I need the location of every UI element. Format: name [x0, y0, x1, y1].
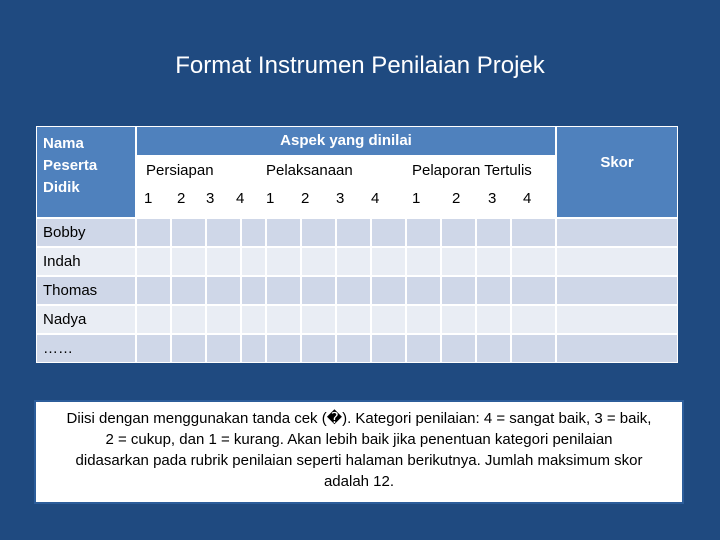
score-cell[interactable] — [556, 276, 678, 305]
score-cell[interactable] — [556, 247, 678, 276]
check-cell[interactable] — [266, 247, 301, 276]
check-cell[interactable] — [511, 334, 556, 363]
check-cell[interactable] — [241, 334, 266, 363]
check-cell[interactable] — [371, 247, 406, 276]
level-number: 4 — [236, 190, 245, 207]
aspect-label-pelaporan: Pelaporan Tertulis — [412, 162, 532, 179]
student-name: Nadya — [36, 305, 136, 334]
check-cell[interactable] — [171, 276, 206, 305]
score-cell[interactable] — [556, 334, 678, 363]
student-name: Indah — [36, 247, 136, 276]
score-cell[interactable] — [556, 305, 678, 334]
level-number: 2 — [177, 190, 186, 207]
check-cell[interactable] — [371, 276, 406, 305]
student-name: Thomas — [36, 276, 136, 305]
check-cell[interactable] — [476, 334, 511, 363]
level-number: 1 — [412, 190, 421, 207]
check-cell[interactable] — [171, 247, 206, 276]
level-number: 3 — [206, 190, 215, 207]
slide-title: Format Instrumen Penilaian Projek — [175, 52, 545, 79]
check-cell[interactable] — [301, 305, 336, 334]
check-cell[interactable] — [441, 276, 476, 305]
level-number: 4 — [371, 190, 380, 207]
check-cell[interactable] — [406, 305, 441, 334]
check-cell[interactable] — [336, 218, 371, 247]
check-cell[interactable] — [206, 276, 241, 305]
check-cell[interactable] — [241, 305, 266, 334]
level-number: 2 — [452, 190, 461, 207]
aspect-header: Aspek yang dinilai — [136, 126, 556, 156]
check-cell[interactable] — [476, 247, 511, 276]
aspect-label-pelaksanaan: Pelaksanaan — [266, 162, 353, 179]
check-cell[interactable] — [511, 218, 556, 247]
check-cell[interactable] — [441, 218, 476, 247]
check-cell[interactable] — [266, 218, 301, 247]
level-number: 4 — [523, 190, 532, 207]
check-cell[interactable] — [441, 305, 476, 334]
check-cell[interactable] — [511, 276, 556, 305]
check-cell[interactable] — [301, 218, 336, 247]
level-number: 3 — [336, 190, 345, 207]
note-line: 2 = cukup, dan 1 = kurang. Akan lebih baik jika penentuan kategori penilaian — [105, 431, 613, 448]
check-cell[interactable] — [266, 305, 301, 334]
check-cell[interactable] — [301, 247, 336, 276]
check-cell[interactable] — [266, 334, 301, 363]
level-number: 1 — [266, 190, 275, 207]
level-number: 3 — [488, 190, 497, 207]
check-cell[interactable] — [371, 334, 406, 363]
name-column-header: Nama Peserta Didik — [36, 126, 136, 218]
check-cell[interactable] — [336, 247, 371, 276]
check-cell[interactable] — [476, 218, 511, 247]
check-cell[interactable] — [241, 247, 266, 276]
aspect-label-persiapan: Persiapan — [146, 162, 214, 179]
check-cell[interactable] — [206, 305, 241, 334]
level-number: 2 — [301, 190, 310, 207]
check-cell[interactable] — [406, 247, 441, 276]
check-cell[interactable] — [136, 247, 171, 276]
check-cell[interactable] — [136, 218, 171, 247]
check-cell[interactable] — [406, 334, 441, 363]
check-cell[interactable] — [336, 305, 371, 334]
check-cell[interactable] — [171, 218, 206, 247]
check-cell[interactable] — [476, 305, 511, 334]
note-line: adalah 12. — [323, 473, 395, 490]
check-cell[interactable] — [406, 218, 441, 247]
check-cell[interactable] — [371, 218, 406, 247]
check-cell[interactable] — [301, 276, 336, 305]
check-cell[interactable] — [336, 334, 371, 363]
check-cell[interactable] — [371, 305, 406, 334]
check-cell[interactable] — [206, 334, 241, 363]
score-column-header: Skor — [556, 126, 678, 218]
note-line: Diisi dengan menggunakan tanda cek (�). Kategori penilaian: 4 = sangat baik, 3 = baik, — [66, 410, 652, 427]
check-cell[interactable] — [136, 334, 171, 363]
check-cell[interactable] — [241, 276, 266, 305]
check-cell[interactable] — [136, 276, 171, 305]
level-number: 1 — [144, 190, 153, 207]
note-line: didasarkan pada rubrik penilaian seperti halaman berikutnya. Jumlah maksimum skor — [75, 452, 643, 469]
check-cell[interactable] — [511, 247, 556, 276]
check-cell[interactable] — [241, 218, 266, 247]
check-cell[interactable] — [511, 305, 556, 334]
check-cell[interactable] — [441, 334, 476, 363]
check-cell[interactable] — [206, 218, 241, 247]
check-cell[interactable] — [136, 305, 171, 334]
check-cell[interactable] — [441, 247, 476, 276]
check-cell[interactable] — [406, 276, 441, 305]
check-cell[interactable] — [301, 334, 336, 363]
instruction-note — [34, 400, 684, 504]
student-name: Bobby — [36, 218, 136, 247]
student-name: …… — [36, 334, 136, 363]
check-cell[interactable] — [171, 305, 206, 334]
score-cell[interactable] — [556, 218, 678, 247]
check-cell[interactable] — [476, 276, 511, 305]
check-cell[interactable] — [171, 334, 206, 363]
check-cell[interactable] — [336, 276, 371, 305]
check-cell[interactable] — [266, 276, 301, 305]
check-cell[interactable] — [206, 247, 241, 276]
